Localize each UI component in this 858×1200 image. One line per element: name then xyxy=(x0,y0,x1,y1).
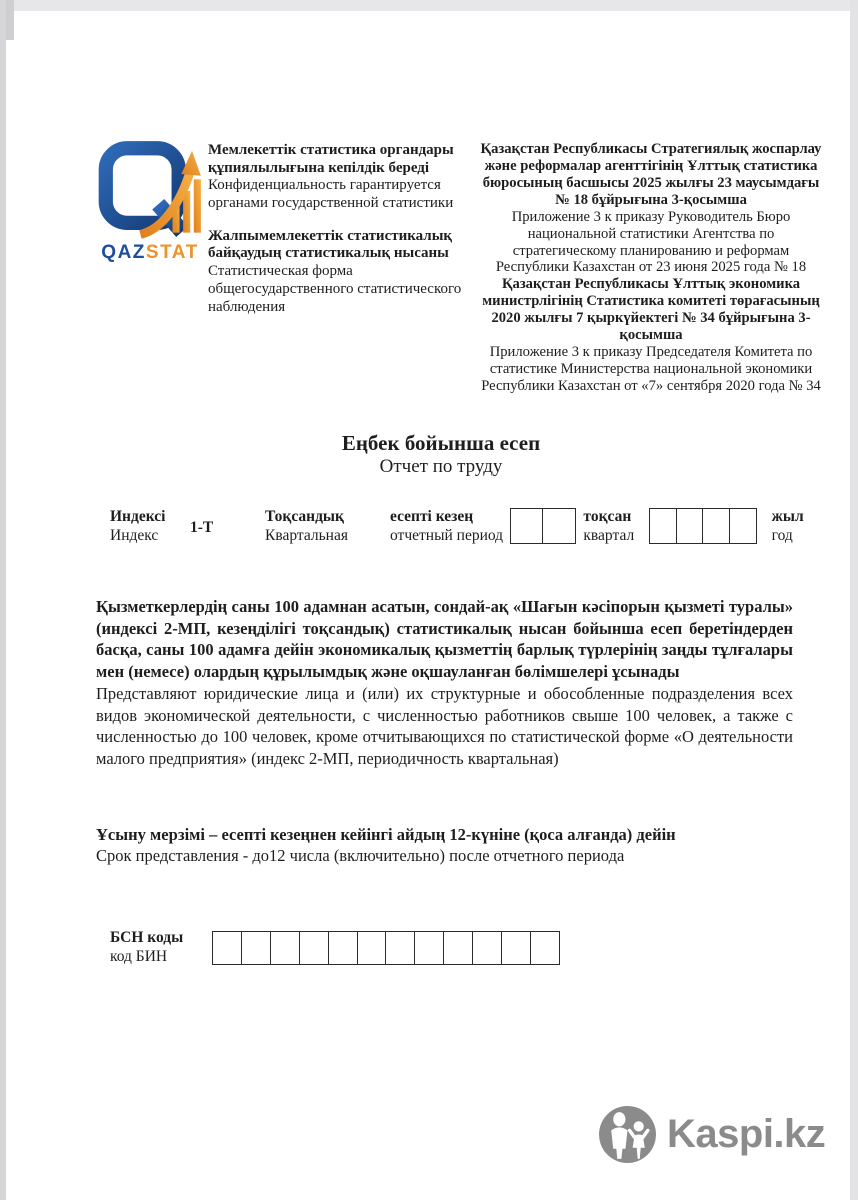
index-row xyxy=(96,508,822,546)
input-cell[interactable] xyxy=(299,931,330,965)
input-cell[interactable] xyxy=(729,508,757,544)
qazstat-logo xyxy=(96,140,208,395)
input-cell[interactable] xyxy=(510,508,544,544)
deadline-ru: Срок представления - до12 числа (включительно) после отчетного периода xyxy=(96,846,625,866)
year-label-ru: год xyxy=(771,526,793,544)
qazstat-wordmark xyxy=(96,242,204,264)
form-title xyxy=(96,431,786,478)
form-title-ru: Отчет по труду xyxy=(379,455,503,477)
input-cell[interactable] xyxy=(414,931,445,965)
order-annex-2020-kk: Қазақстан Республикасы Ұлттық экономика министрлігінің Статистика комитеті төрағасының 2020 жылғы 7 қыркүйектегі № 34 бұйрығына 3-қосымша xyxy=(482,276,820,344)
header-left-text xyxy=(208,140,480,395)
year-input-boxes xyxy=(649,508,756,544)
quarter-input-boxes xyxy=(510,508,576,544)
input-cell[interactable] xyxy=(501,931,532,965)
qazstat-wordmark-qaz: QAZ xyxy=(101,242,146,263)
input-cell[interactable] xyxy=(542,508,576,544)
confidentiality-note-kk: Мемлекеттік статистика органдары құпиялылығына кепілдік береді xyxy=(208,142,454,176)
index-label-kk: Индексі xyxy=(110,508,166,525)
bin-input-boxes xyxy=(212,931,560,965)
qazstat-wordmark-stat: STAT xyxy=(145,242,199,263)
input-cell[interactable] xyxy=(328,931,359,965)
respondents-paragraph xyxy=(96,596,793,770)
index-label-ru: Индекс xyxy=(110,526,159,544)
year-label-kk: жыл xyxy=(771,508,804,525)
bin-code-row xyxy=(96,929,822,967)
year-label xyxy=(772,508,817,546)
input-cell[interactable] xyxy=(357,931,388,965)
input-cell[interactable] xyxy=(385,931,416,965)
kaspi-watermark xyxy=(599,1106,825,1163)
input-cell[interactable] xyxy=(472,931,503,965)
reporting-period-label-ru: отчетный период xyxy=(390,526,504,544)
header-right-text xyxy=(480,140,822,395)
form-title-kk: Еңбек бойынша есеп xyxy=(341,430,541,455)
input-cell[interactable] xyxy=(649,508,677,544)
input-cell[interactable] xyxy=(241,931,272,965)
respondents-paragraph-ru: Представляют юридические лица и (или) их структурные и обособленные подразделения всех видов экономической деятельности, с численностью работников свыше 100 человек, а также с численностью до 100 человек, кроме отчитывающихся по статистической форме «О деятельности малого предприятия» (индекс 2-МП, периодичность квартальная) xyxy=(96,683,793,769)
form-header xyxy=(96,140,822,395)
deadline-paragraph xyxy=(96,824,793,867)
quarter-label-kk: тоқсан xyxy=(583,508,632,525)
input-cell[interactable] xyxy=(702,508,730,544)
order-annex-2025-kk: Қазақстан Республикасы Стратегиялық жоспарлау және реформалар агенттігінің Ұлттық статистика бюросының басшысы 2025 жылғы 23 маусымдағы № 18 бұйрығына 3-қосымша xyxy=(480,141,822,208)
reporting-period-label-kk: есепті кезең xyxy=(390,508,474,525)
input-cell[interactable] xyxy=(676,508,704,544)
input-cell[interactable] xyxy=(530,931,561,965)
form-type-note-ru: Статистическая форма общегосударственного статистического наблюдения xyxy=(208,263,462,315)
periodicity-label-kk: Тоқсандық xyxy=(265,508,344,525)
kaspi-logo-icon xyxy=(599,1106,656,1163)
quarter-label-ru: квартал xyxy=(583,526,635,544)
quarter-label xyxy=(583,508,649,546)
bin-code-label xyxy=(110,929,212,967)
form-index-code: 1-Т xyxy=(190,519,214,537)
order-annex-2020-ru: Приложение 3 к приказу Председателя Комитета по статистике Министерства национальной экономики Республики Казахстан от «7» сентября 2020 года № 34 xyxy=(481,344,821,394)
respondents-paragraph-kk: Қызметкерлердің саны 100 адамнан асатын, сондай-ақ «Шағын кәсіпорын қызметі туралы» (индексі 2-МП, кезеңділігі тоқсандық) статистикалық нысан бойынша есеп беретіндерден басқа, саны 100 адамға дейін экономикалық қызметтің барлық түрлерінің заңды тұлғалары мен (немесе) олардың құрылымдық және оқшауланған бөлімшелері ұсынады xyxy=(96,596,793,682)
periodicity-label-ru: Квартальная xyxy=(265,526,348,544)
input-cell[interactable] xyxy=(270,931,301,965)
kaspi-wordmark: Kaspi.kz xyxy=(667,1112,826,1156)
bin-code-label-kk: БСН коды xyxy=(110,928,184,946)
reporting-period-label xyxy=(390,508,510,546)
bin-code-label-ru: код БИН xyxy=(110,947,168,965)
confidentiality-note-ru: Конфиденциальность гарантируется органами государственной статистики xyxy=(208,177,454,212)
form-type-note-kk: Жалпымемлекеттік статистикалық байқаудың статистикалық нысаны xyxy=(208,227,453,262)
input-cell[interactable] xyxy=(212,931,243,965)
periodicity-label xyxy=(265,508,375,546)
deadline-kk: Ұсыну мерзімі – есепті кезеңнен кейінгі айдың 12-күніне (қоса алғанда) дейін xyxy=(96,824,676,844)
index-label xyxy=(110,508,182,546)
qazstat-logo-icon xyxy=(96,140,208,240)
input-cell[interactable] xyxy=(443,931,474,965)
order-annex-2025-ru: Приложение 3 к приказу Руководитель Бюро национальной статистики Агентства по стратегическому планированию и реформам Республики Казахстан от 23 июня 2025 года № 18 xyxy=(495,208,807,276)
